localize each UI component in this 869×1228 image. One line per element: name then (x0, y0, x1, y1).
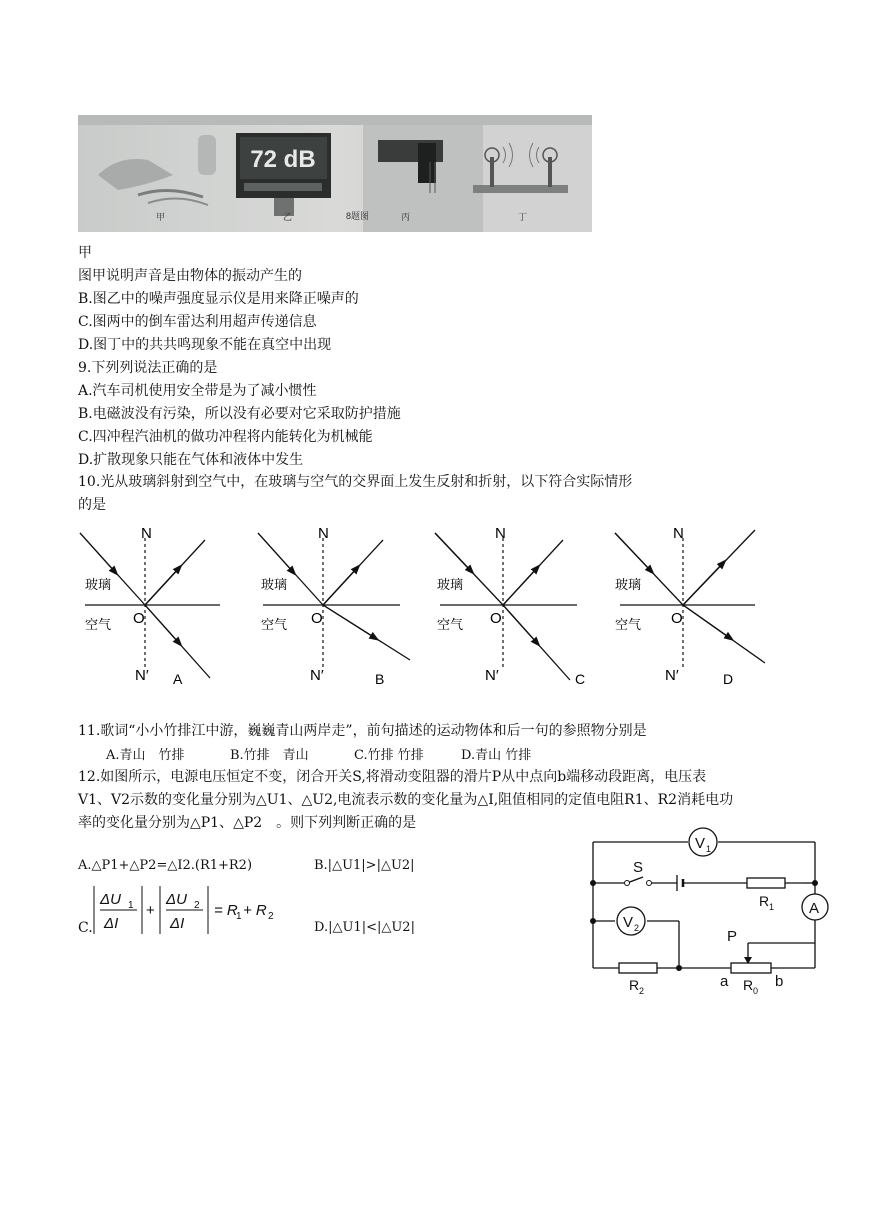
photo-label-yi: 乙 (283, 212, 293, 222)
diagram-b-n-prime: N′ (310, 667, 324, 684)
diagram-a (80, 525, 220, 687)
q10-stem-line2: 的是 (78, 497, 106, 513)
circuit-a: A (809, 900, 820, 917)
q8-lead: 甲 (78, 245, 92, 261)
q8-option-a: 图甲说明声音是由物体的振动产生的 (78, 268, 302, 284)
q12-option-c-formula (90, 880, 290, 942)
q12-option-a: A.△P1+△P2=△I2.(R1+R2) (78, 858, 253, 873)
q9-option-c: C.四冲程汽油机的做功冲程将内能转化为机械能 (78, 429, 373, 445)
photo-figure-label: 8题图 (346, 211, 370, 221)
formula-rhs-r2: + R (243, 902, 267, 919)
q9-option-d: D.扩散现象只能在气体和液体中发生 (78, 452, 304, 468)
diagram-a-n-prime: N′ (135, 667, 149, 684)
diagram-d-air: 空气 (615, 617, 642, 632)
formula-du2-sub: 2 (194, 900, 200, 911)
formula-du1: ΔU (100, 891, 121, 908)
circuit-r1-sub: 1 (769, 902, 775, 912)
diagram-a-air: 空气 (85, 617, 112, 632)
formula-plus: + (146, 902, 155, 919)
diagram-b-o: O (311, 610, 323, 627)
formula-r2-sub: 2 (268, 911, 274, 922)
diagram-c-letter: C (575, 671, 586, 687)
db-display: 72 dB (250, 146, 316, 173)
q11-stem: 11.歌词“小小竹排江中游，巍巍青山两岸走”，前句描述的运动物体和后一句的参照物分别是 (78, 723, 647, 739)
diagram-b (258, 525, 410, 687)
diagram-b-air: 空气 (261, 617, 288, 632)
diagram-d-n-prime: N′ (665, 667, 679, 684)
diagram-c-o: O (490, 610, 502, 627)
circuit-r0: R (743, 977, 754, 993)
formula-du2: ΔU (166, 891, 187, 908)
formula-di2: ΔI (170, 915, 185, 932)
circuit-r2: R (629, 977, 640, 993)
circuit-r0-sub: 0 (753, 986, 759, 995)
q12-stem-line3: 率的变化量分别为△P1、△P2 。则下列判断正确的是 (78, 815, 417, 831)
formula-di1: ΔI (104, 915, 119, 932)
photo-label-jia: 甲 (156, 212, 166, 222)
q12-option-b: B.|△U1|>|△U2| (314, 858, 415, 873)
diagram-b-glass: 玻璃 (261, 577, 288, 592)
q12-option-d: D.|△U1|<|△U2| (314, 920, 415, 935)
diagram-c-n: N (495, 525, 506, 542)
q11-option-c: C.竹排 竹排 (354, 748, 424, 763)
circuit-p: P (727, 928, 738, 945)
circuit-r1: R (759, 893, 770, 909)
circuit-v2-sub: 2 (634, 923, 640, 933)
circuit-r2-sub: 2 (639, 986, 645, 995)
q11-option-a: A.青山 竹排 (106, 748, 185, 763)
q8-option-c: C.图两中的倒车雷达利用超声传递信息 (78, 314, 317, 330)
formula-r1-sub: 1 (236, 911, 242, 922)
diagram-a-o: O (133, 610, 145, 627)
diagram-c-air: 空气 (437, 617, 464, 632)
diagram-d-glass: 玻璃 (615, 577, 642, 592)
circuit-a-terminal: a (720, 973, 729, 990)
photo-label-ding: 丁 (518, 212, 528, 222)
diagram-b-letter: B (375, 671, 385, 687)
q12-circuit (585, 825, 840, 995)
photo-panel-ding (473, 125, 592, 232)
formula-du1-sub: 1 (128, 900, 134, 911)
q9-option-b: B.电磁波没有污染，所以没有必要对它采取防护措施 (78, 406, 401, 422)
q8-option-d: D.图丁中的共共鸣现象不能在真空中出现 (78, 337, 332, 353)
q10-stem-line1: 10.光从玻璃斜射到空气中，在玻璃与空气的交界面上发生反射和折射，以下符合实际情形 (78, 474, 633, 490)
q12-option-c-label: C. (78, 920, 93, 936)
diagram-a-n: N (141, 525, 152, 542)
q8-photo-illustration (78, 115, 592, 232)
circuit-b-terminal: b (775, 973, 784, 990)
diagram-a-glass: 玻璃 (85, 577, 112, 592)
diagram-d (615, 525, 765, 687)
diagram-c-n-prime: N′ (485, 667, 499, 684)
diagram-c (435, 525, 585, 687)
diagram-d-letter: D (723, 671, 734, 687)
q10-diagrams (75, 518, 775, 693)
circuit-v1-sub: 1 (706, 844, 712, 854)
q12-stem-line1: 12.如图所示，电源电压恒定不变，闭合开关S,将滑动变阻器的滑片P从中点向b端移动段距离，电压表 (78, 769, 707, 785)
circuit-s: S (633, 859, 644, 876)
q11-option-b: B.竹排 青山 (230, 748, 309, 763)
diagram-d-n: N (673, 525, 684, 542)
q12-stem-line2: V1、V2示数的变化量分别为△U1、△U2,电流表示数的变化量为△I,阻值相同的定值电阻R1、R2消耗电功 (78, 792, 734, 808)
q9-stem: 9.下列列说法正确的是 (78, 360, 218, 376)
circuit-v1: V (695, 835, 706, 852)
formula-rhs-r1: = R (214, 902, 238, 919)
q8-photo-strip (78, 115, 592, 232)
photo-label-bing: 丙 (401, 212, 411, 222)
circuit-v2: V (623, 914, 634, 931)
diagram-b-n: N (318, 525, 329, 542)
photo-panel-bing (363, 125, 483, 232)
diagram-c-glass: 玻璃 (437, 577, 464, 592)
q11-option-d: D.青山 竹排 (461, 748, 532, 763)
q8-option-b: B.图乙中的噪声强度显示仪是用来降正噪声的 (78, 291, 359, 307)
q9-option-a: A.汽车司机使用安全带是为了减小惯性 (78, 383, 317, 399)
diagram-d-o: O (671, 610, 683, 627)
diagram-a-letter: A (173, 671, 183, 687)
